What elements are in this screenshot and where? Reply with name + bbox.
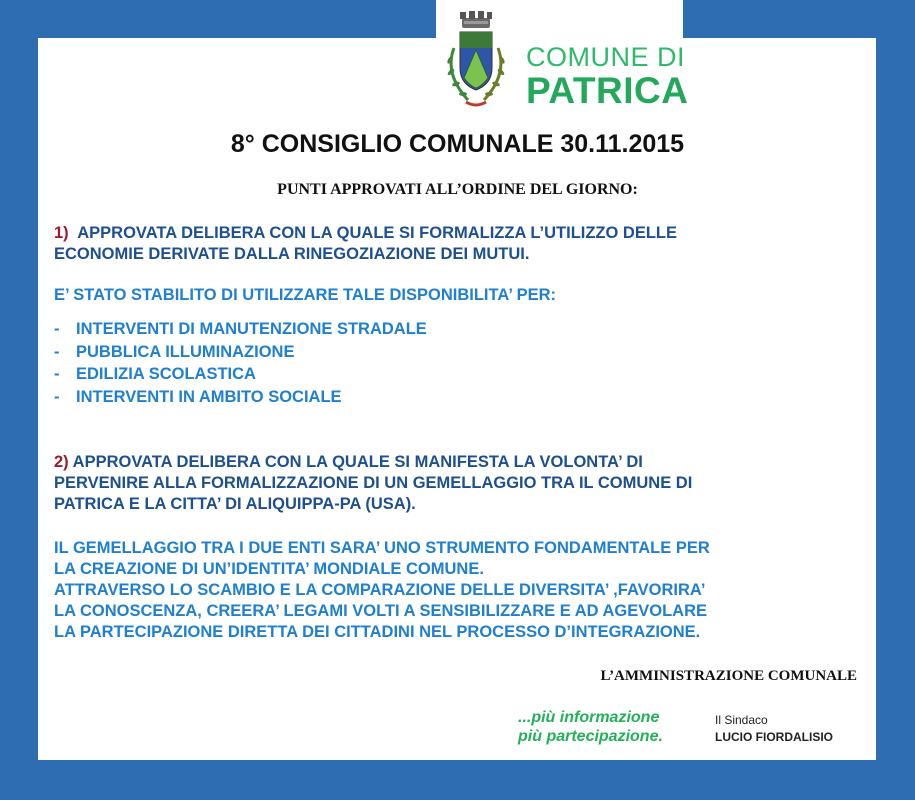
slogan xyxy=(518,708,663,746)
mayor-block xyxy=(715,712,833,746)
brand-line-1: COMUNE DI xyxy=(526,42,685,72)
point-1-line-1 xyxy=(54,223,854,244)
list-item: - EDILIZIA SCOLASTICA xyxy=(54,365,256,383)
point-1-intro: E’ STATO STABILITO DI UTILIZZARE TALE DISPONIBILITA’ PER: xyxy=(54,286,557,304)
desc-line: LA CREAZIONE DI UN’IDENTITA’ MONDIALE COMUNE. xyxy=(54,560,484,578)
brand-line-2: PATRICA xyxy=(526,70,689,111)
point-2-line-3: PATRICA E LA CITTA’ DI ALIQUIPPA-PA (USA). xyxy=(54,495,416,513)
page-subtitle: PUNTI APPROVATI ALL’ORDINE DEL GIORNO: xyxy=(277,181,638,198)
mayor-name: LUCIO FIORDALISIO xyxy=(715,730,833,744)
funding-list xyxy=(54,318,427,408)
list-item-label: PUBBLICA ILLUMINAZIONE xyxy=(76,342,295,361)
point-2 xyxy=(54,452,854,515)
point-1 xyxy=(54,223,854,265)
mayor-role: Il Sindaco xyxy=(715,713,768,727)
desc-line: ATTRAVERSO LO SCAMBIO E LA COMPARAZIONE DELLE DIVERSITA’ ,FAVORIRA’ xyxy=(54,581,706,599)
list-item: - INTERVENTI DI MANUTENZIONE STRADALE xyxy=(54,320,427,338)
desc-line: LA PARTECIPAZIONE DIRETTA DEI CITTADINI NEL PROCESSO D’INTEGRAZIONE. xyxy=(54,623,701,641)
point-2-description xyxy=(54,538,854,643)
slogan-line-2: più partecipazione. xyxy=(518,728,663,745)
list-item: - INTERVENTI IN AMBITO SOCIALE xyxy=(54,387,342,406)
page-title: 8° CONSIGLIO COMUNALE 30.11.2015 xyxy=(230,130,685,158)
list-item-label: INTERVENTI IN AMBITO SOCIALE xyxy=(76,387,342,406)
desc-line: LA CONOSCENZA, CREERA’ LEGAMI VOLTI A SENSIBILIZZARE E AD AGEVOLARE xyxy=(54,602,708,620)
list-item: - PUBBLICA ILLUMINAZIONE xyxy=(54,342,295,361)
brand-logo xyxy=(526,44,688,109)
list-item-label: INTERVENTI DI MANUTENZIONE STRADALE xyxy=(76,320,427,338)
administration-signature: L’AMMINISTRAZIONE COMUNALE xyxy=(600,668,857,684)
point-1-text-1: APPROVATA DELIBERA CON LA QUALE SI FORMALIZZA L’UTILIZZO DELLE xyxy=(77,224,678,242)
slogan-line-1: ...più informazione xyxy=(518,709,660,726)
point-2-number: 2) xyxy=(54,453,69,471)
point-2-line-1 xyxy=(54,452,854,473)
municipal-crest-icon xyxy=(438,8,514,112)
desc-line: IL GEMELLAGGIO TRA I DUE ENTI SARA’ UNO STRUMENTO FONDAMENTALE PER xyxy=(54,539,710,557)
point-2-text-1: APPROVATA DELIBERA CON LA QUALE SI MANIFESTA LA VOLONTA’ DI xyxy=(72,453,643,471)
list-item-label: EDILIZIA SCOLASTICA xyxy=(76,365,256,383)
point-1-line-2: ECONOMIE DERIVATE DALLA RINEGOZIAZIONE DEI MUTUI. xyxy=(54,245,530,263)
point-1-number: 1) xyxy=(54,224,69,242)
point-2-line-2: PERVENIRE ALLA FORMALIZZAZIONE DI UN GEMELLAGGIO TRA IL COMUNE DI xyxy=(54,474,693,492)
